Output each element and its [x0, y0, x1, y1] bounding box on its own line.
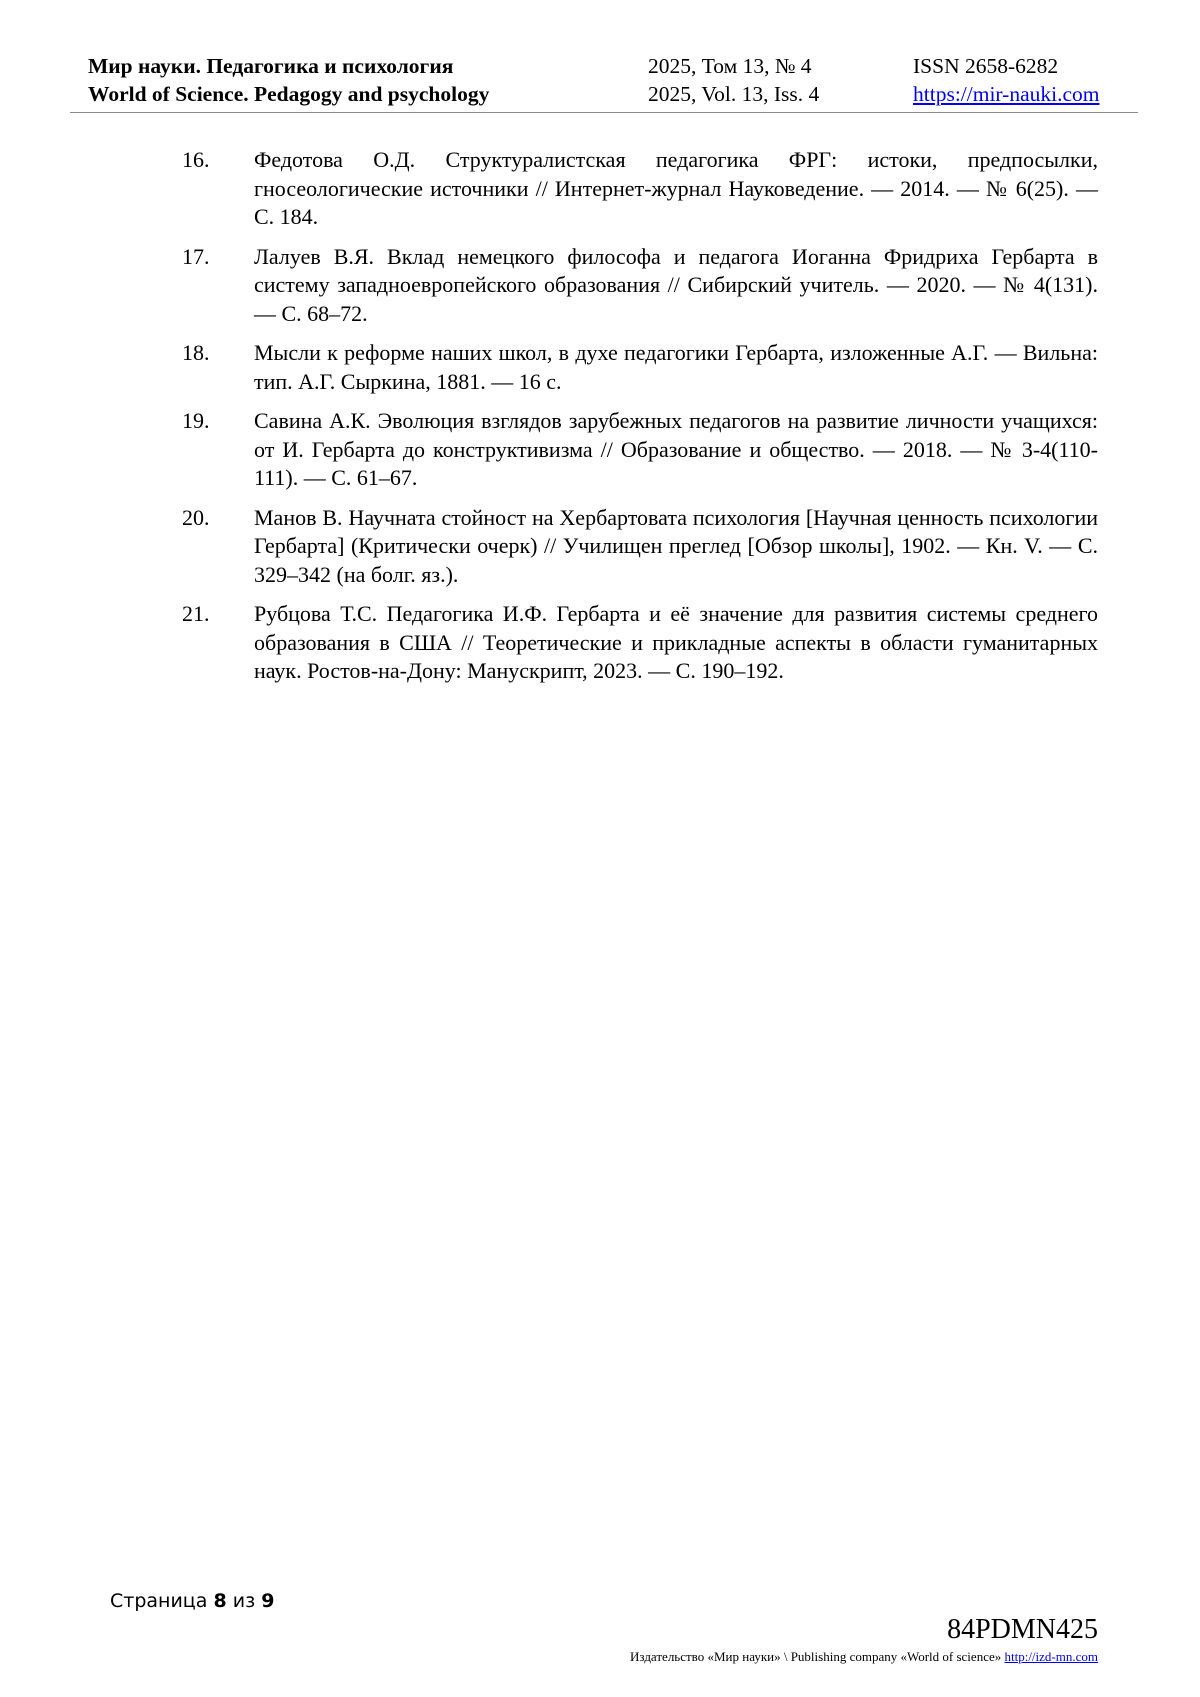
reference-number: 20. — [182, 504, 210, 530]
reference-item — [182, 407, 1098, 493]
journal-title-en: World of Science. Pedagogy and psychology — [88, 82, 490, 106]
reference-number: 16. — [182, 147, 210, 172]
issn-block — [913, 52, 1099, 108]
reference-item — [182, 339, 1098, 396]
page-counter — [110, 1589, 274, 1613]
reference-item — [182, 504, 1098, 590]
reference-text: Рубцова Т.С. Педагогика И.Ф. Гербарта и её значение для развития системы среднего образования в США // Теоретические и прикладные аспекты в области гуманитарных наук. Ростов-на-Дону: Манускрипт, 2023. — С. 190–192. — [254, 601, 1098, 683]
article-code: 84PDMN425 — [947, 1614, 1098, 1645]
issue-info-en: 2025, Vol. 13, Iss. 4 — [648, 82, 820, 106]
reference-number: 19. — [182, 408, 210, 433]
reference-text: Савина А.К. Эволюция взглядов зарубежных педагогов на развитие личности учащихся: от И. Гербарта до конструктивизма // Образование и общество. — 2018. — № 3-4(110-111). — С. 61–67. — [254, 408, 1098, 490]
reference-list — [182, 146, 1098, 697]
reference-item — [182, 243, 1098, 329]
reference-text: Манов В. Научната стойност на Хербартовата психология [Научная ценность психологии Гербарта] (Критически очерк) // Училищен преглед [Обзор школы], 1902. — Кн. V. — С. 329–342 (на болг. яз.). — [254, 504, 1098, 587]
publisher-link[interactable]: http://izd-mn.com — [1004, 1649, 1098, 1664]
issue-info-block — [648, 52, 819, 108]
reference-number: 21. — [182, 601, 210, 626]
page-label: Страница — [110, 1590, 208, 1612]
reference-number: 18. — [182, 340, 210, 365]
publisher-text: Издательство «Мир науки» \ Publishing company «World of science» — [630, 1649, 1002, 1664]
publisher-line — [630, 1649, 1098, 1665]
journal-title-block — [88, 52, 489, 108]
page-of-label: из — [232, 1590, 256, 1612]
page-total: 9 — [261, 1590, 275, 1612]
page-current: 8 — [213, 1590, 227, 1612]
reference-item — [182, 146, 1098, 232]
issue-info-ru: 2025, Том 13, № 4 — [648, 54, 812, 78]
journal-title-ru: Мир науки. Педагогика и психология — [88, 54, 454, 78]
running-header — [70, 52, 1138, 113]
reference-text: Федотова О.Д. Структуралистская педагогика ФРГ: истоки, предпосылки, гносеологические источники // Интернет-журнал Науковедение. — 2014. — № 6(25). — С. 184. — [254, 147, 1098, 229]
reference-item — [182, 600, 1098, 686]
reference-text: Мысли к реформе наших школ, в духе педагогики Гербарта, изложенные А.Г. — Вильна: тип. А.Г. Сыркина, 1881. — 16 с. — [254, 340, 1098, 394]
journal-site-link[interactable]: https://mir-nauki.com — [913, 82, 1100, 106]
reference-number: 17. — [182, 243, 210, 269]
issn-number: ISSN 2658-6282 — [913, 54, 1059, 78]
reference-text: Лалуев В.Я. Вклад немецкого философа и педагога Иоганна Фридриха Гербарта в систему западноевропейского образования // Сибирский учитель. — 2020. — № 4(131). — С. 68–72. — [254, 243, 1098, 326]
